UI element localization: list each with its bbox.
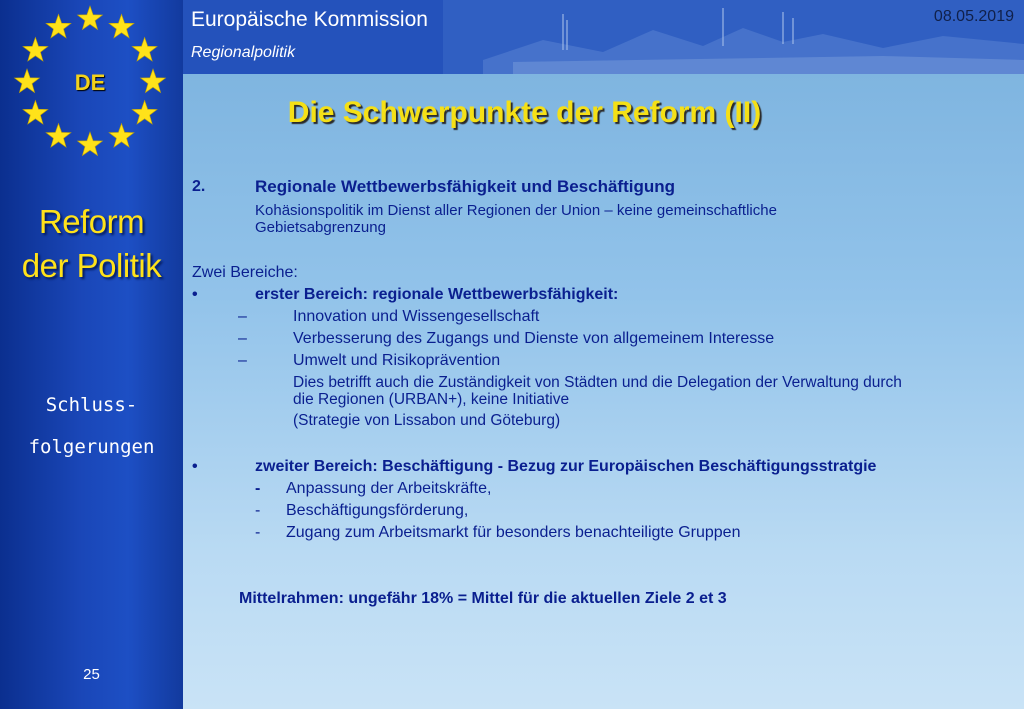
sidebar (0, 0, 183, 709)
topic-title (0, 200, 183, 288)
note-block (293, 374, 902, 429)
dash-marker: – (238, 330, 247, 347)
section-label (0, 384, 183, 468)
sub-item-innovation: Innovation und Wissengesellschaft (293, 308, 540, 325)
bullet-first-area: erster Bereich: regionale Wettbewerbsfähigkeit: (255, 286, 619, 303)
section-label-line2: folgerungen (28, 436, 155, 458)
dash-marker: – (238, 308, 247, 325)
sub-item-labour-access: Zugang zum Arbeitsmarkt für besonders benachteiligte Gruppen (286, 524, 741, 541)
item-description (255, 202, 777, 236)
note-line2: die Regionen (URBAN+), keine Initiative (293, 391, 570, 408)
slide-body (183, 74, 1024, 709)
bullet-second-area: zweiter Bereich: Beschäftigung - Bezug zur Europäischen Beschäftigungsstratgie (255, 458, 877, 475)
page-number: 25 (83, 666, 100, 683)
bullet-marker: • (192, 286, 198, 303)
item-description-line1: Kohäsionspolitik im Dienst aller Regionen der Union – keine gemeinschaftliche (255, 202, 777, 219)
hyphen-marker: - (255, 480, 261, 497)
sub-item-employment: Beschäftigungsförderung, (286, 502, 469, 519)
sub-item-environment: Umwelt und Risikoprävention (293, 352, 501, 369)
hyphen-marker: - (255, 502, 261, 519)
sub-item-adaptation: Anpassung der Arbeitskräfte, (286, 480, 492, 497)
areas-intro: Zwei Bereiche: (192, 264, 298, 281)
slide-title: Die Schwerpunkte der Reform (II) (287, 96, 762, 129)
topic-title-line2: der Politik (21, 247, 162, 284)
department-name: Regionalpolitik (191, 44, 296, 61)
slide-date: 08.05.2019 (933, 8, 1014, 25)
bullet-marker: • (192, 458, 198, 475)
topic-title-line1: Reform (38, 203, 145, 240)
note-line3: (Strategie von Lissabon und Göteburg) (293, 412, 561, 429)
country-code: DE (74, 70, 106, 95)
hyphen-marker: - (255, 524, 261, 541)
sub-item-access: Verbesserung des Zugangs und Dienste von allgemeinem Interesse (293, 330, 775, 347)
item-description-line2: Gebietsabgrenzung (255, 219, 386, 236)
note-line1: Dies betrifft auch die Zuständigkeit von Städten und die Delegation der Verwaltung durch (293, 374, 902, 391)
item-number: 2. (192, 178, 206, 195)
organization-name: Europäische Kommission (191, 8, 428, 31)
section-label-line1: Schluss- (45, 394, 138, 416)
header-banner (183, 0, 1024, 74)
dash-marker: – (238, 352, 247, 369)
funding-summary: Mittelrahmen: ungefähr 18% = Mittel für die aktuellen Ziele 2 et 3 (239, 590, 727, 607)
item-heading: Regionale Wettbewerbsfähigkeit und Beschäftigung (255, 177, 676, 196)
